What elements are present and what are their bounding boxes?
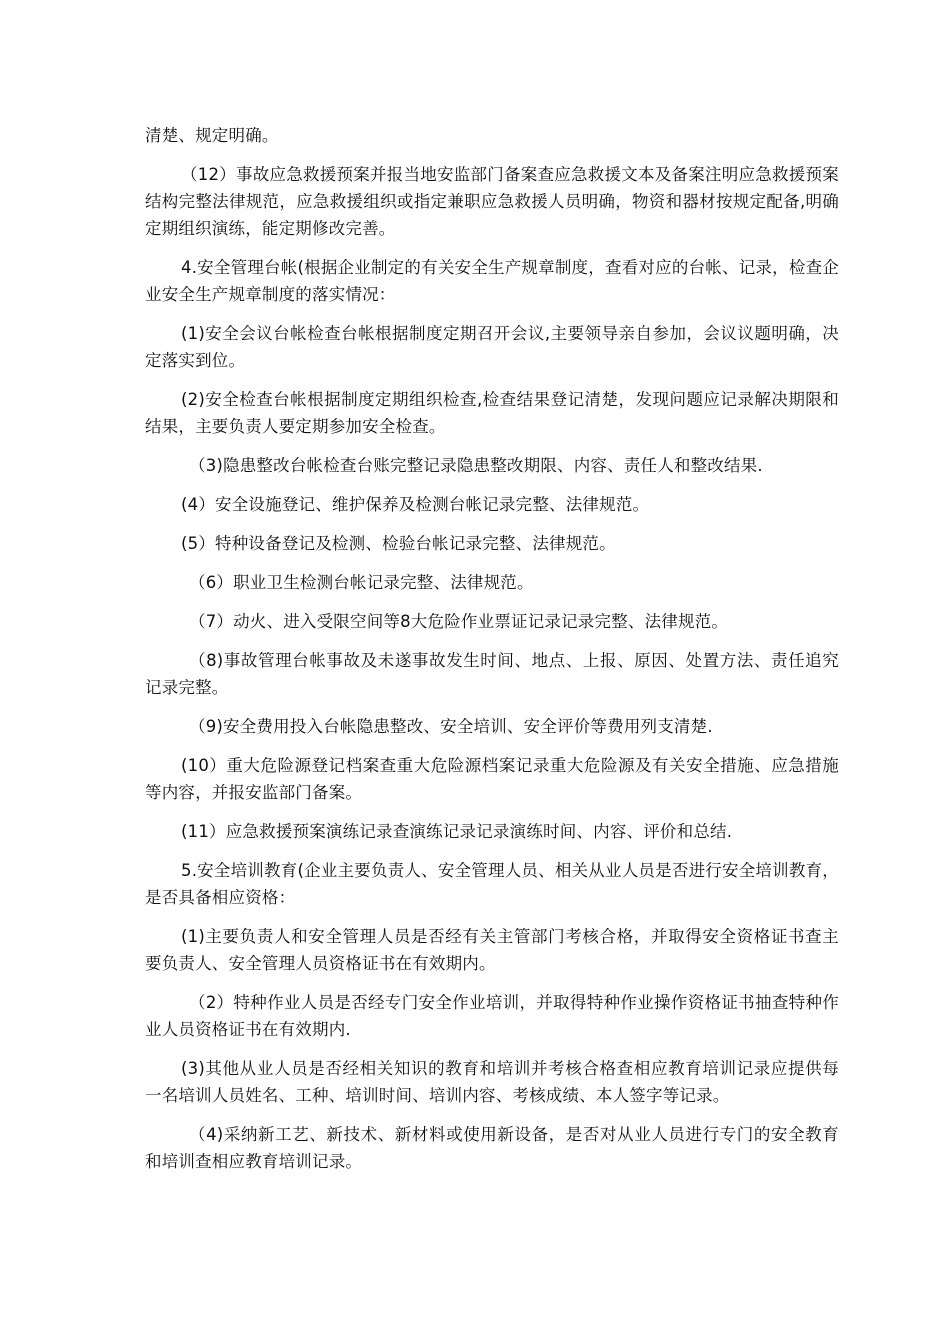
paragraph-ledger-item-4: (4）安全设施登记、维护保养及检测台帐记录完整、法律规范。 (181, 495, 650, 514)
paragraph-section-5-training: 5.安全培训教育(企业主要负责人、安全管理人员、相关从业人员是否进行安全培训教育，是否具备相应资格： (145, 861, 839, 907)
paragraph-ledger-item-9: （9)安全费用投入台帐隐患整改、安全培训、安全评价等费用列支清楚. (189, 717, 713, 736)
paragraph-ledger-item-11: (11）应急救援预案演练记录查演练记录记录演练时间、内容、评价和总结. (181, 822, 733, 841)
paragraph-ledger-item-5: (5）特种设备登记及检测、检验台帐记录完整、法律规范。 (181, 534, 616, 553)
paragraph-item-12-emergency-plan: （12）事故应急救援预案并报当地安监部门备案查应急救援文本及备案注明应急救援预案结构完整法律规范，应急救援组织或指定兼职应急救援人员明确，物资和器材按规定配备,明确定期组织演练，能定期修改完善。 (145, 165, 839, 238)
paragraph-continuation: 清楚、规定明确。 (145, 126, 279, 145)
document-page (145, 122, 839, 1187)
paragraph-ledger-item-10: (10）重大危险源登记档案查重大危险源档案记录重大危险源及有关安全措施、应急措施等内容，并报安监部门备案。 (145, 756, 839, 802)
paragraph-training-item-1: (1)主要负责人和安全管理人员是否经有关主管部门考核合格，并取得安全资格证书查主要负责人、安全管理人员资格证书在有效期内。 (145, 927, 839, 973)
paragraph-training-item-3: (3)其他从业人员是否经相关知识的教育和培训并考核合格查相应教育培训记录应提供每一名培训人员姓名、工种、培训时间、培训内容、考核成绩、本人签字等记录。 (145, 1059, 839, 1105)
paragraph-ledger-item-2: (2)安全检查台帐根据制度定期组织检查,检查结果登记清楚，发现问题应记录解决期限和结果，主要负责人要定期参加安全检查。 (145, 390, 839, 436)
paragraph-ledger-item-6: （6）职业卫生检测台帐记录完整、法律规范。 (189, 573, 534, 592)
paragraph-section-4-ledger: 4.安全管理台帐(根据企业制定的有关安全生产规章制度，查看对应的台帐、记录，检查企业安全生产规章制度的落实情况： (145, 258, 839, 304)
paragraph-ledger-item-1: (1)安全会议台帐检查台帐根据制度定期召开会议,主要领导亲自参加，会议议题明确，决定落实到位。 (145, 324, 839, 370)
paragraph-ledger-item-7: （7）动火、进入受限空间等8大危险作业票证记录记录完整、法律规范。 (189, 612, 729, 631)
paragraph-training-item-4: （4)采纳新工艺、新技术、新材料或使用新设备，是否对从业人员进行专门的安全教育和培训查相应教育培训记录。 (145, 1125, 839, 1171)
paragraph-ledger-item-3: （3)隐患整改台帐检查台账完整记录隐患整改期限、内容、责任人和整改结果. (189, 456, 763, 475)
paragraph-ledger-item-8: （8)事故管理台帐事故及未遂事故发生时间、地点、上报、原因、处置方法、责任追究记录完整。 (145, 651, 839, 697)
paragraph-training-item-2: （2）特种作业人员是否经专门安全作业培训，并取得特种作业操作资格证书抽查特种作业人员资格证书在有效期内. (145, 993, 839, 1039)
